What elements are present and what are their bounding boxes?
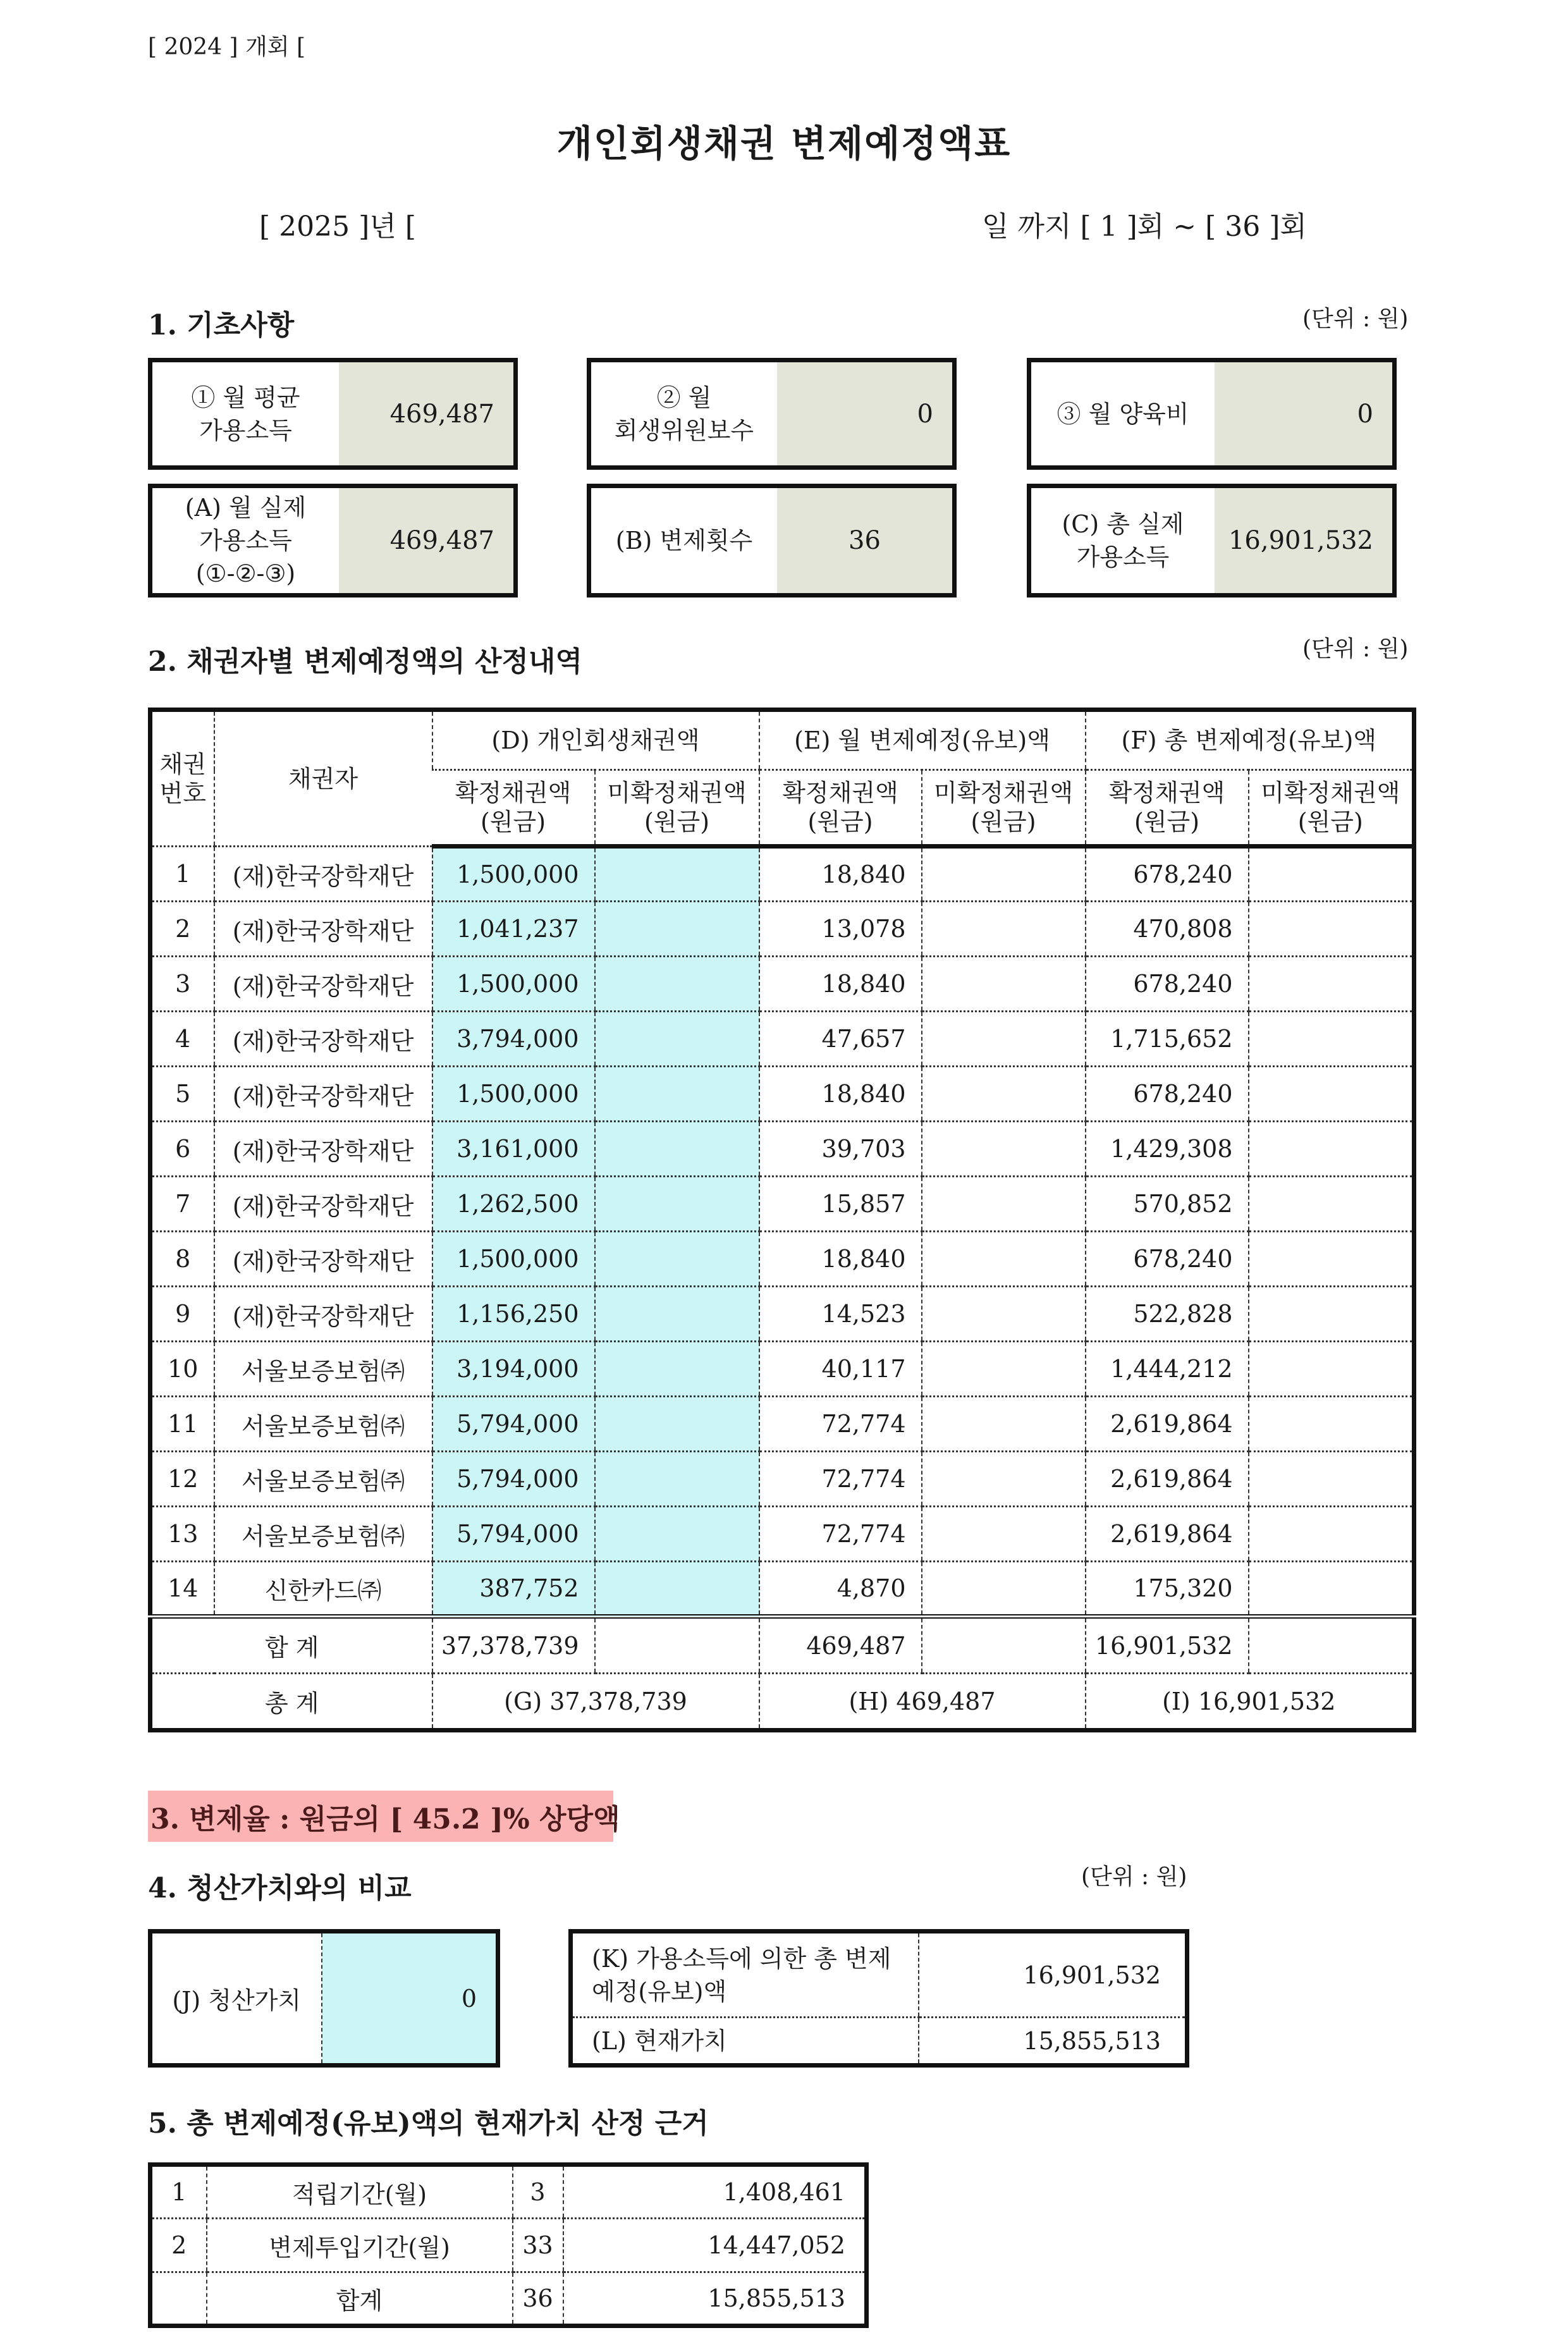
f-unconfirmed [1249,1177,1414,1232]
f-unconfirmed [1249,1507,1414,1562]
basis-label: 합계 [207,2272,513,2326]
f-unconfirmed [1249,957,1414,1012]
e-unconfirmed [922,1562,1086,1617]
d-confirmed: 1,262,500 [432,1177,595,1232]
d-unconfirmed [595,1232,759,1287]
creditor-name: (재)한국장학재단 [214,902,432,957]
f-confirmed: 678,240 [1086,1232,1249,1287]
d-unconfirmed [595,1122,759,1177]
avg-income-value: 469,487 [339,362,513,465]
e-confirmed: 40,117 [759,1342,922,1397]
total-repayment-value: 16,901,532 [919,1932,1187,2018]
f-confirmed: 2,619,864 [1086,1397,1249,1452]
actual-income-box [148,484,518,597]
f-confirmed: 678,240 [1086,847,1249,902]
d-unconfirmed [595,1342,759,1397]
repayment-count-box [587,484,957,597]
creditor-no: 11 [150,1397,214,1452]
creditor-name: (재)한국장학재단 [214,1122,432,1177]
actual-income-value: 469,487 [339,488,513,593]
basis-no: 1 [150,2165,207,2219]
col-header-f-confirmed: 확정채권액 (원금) [1086,770,1249,847]
e-confirmed: 18,840 [759,957,922,1012]
basis-amount: 15,855,513 [563,2272,867,2326]
d-unconfirmed [595,1177,759,1232]
e-unconfirmed [922,1452,1086,1507]
col-header-f-unconfirmed: 미확정채권액 (원금) [1249,770,1414,847]
table-row [150,1507,1414,1562]
e-unconfirmed [922,1342,1086,1397]
d-confirmed: 1,500,000 [432,957,595,1012]
total-income-box [1027,484,1397,597]
creditor-name: (재)한국장학재단 [214,1287,432,1342]
e-confirmed: 39,703 [759,1122,922,1177]
basis-no [150,2272,207,2326]
e-unconfirmed [922,1232,1086,1287]
f-confirmed: 678,240 [1086,1067,1249,1122]
col-header-d-confirmed: 확정채권액 (원금) [432,770,595,847]
creditor-no: 9 [150,1287,214,1342]
subtotal-row [150,1617,1414,1674]
total-repayment-label: (K) 가용소득에 의한 총 변제 예정(유보)액 [571,1932,919,2018]
table-row [150,1232,1414,1287]
e-unconfirmed [922,957,1086,1012]
f-confirmed: 1,444,212 [1086,1342,1249,1397]
actual-income-label: (A) 월 실제 가용소득 (①-②-③) [152,488,339,593]
creditor-no: 1 [150,847,214,902]
subtotal-e-unconfirmed [922,1617,1086,1674]
d-confirmed: 1,156,250 [432,1287,595,1342]
repayment-count-label: (B) 변제횟수 [591,488,777,593]
d-unconfirmed [595,1397,759,1452]
d-confirmed: 5,794,000 [432,1452,595,1507]
grand-total-g: (G) 37,378,739 [432,1674,759,1731]
f-unconfirmed [1249,1232,1414,1287]
avg-income-label: ① 월 평균 가용소득 [152,362,339,465]
creditor-name: 서울보증보험㈜ [214,1452,432,1507]
liquidation-value-box [148,1929,500,2068]
table-row [150,1122,1414,1177]
basis-months: 36 [513,2272,563,2326]
d-confirmed: 1,041,237 [432,902,595,957]
table-row [150,2272,867,2326]
basis-no: 2 [150,2219,207,2272]
total-income-label: (C) 총 실제 가용소득 [1031,488,1215,593]
repayment-rate-banner: 3. 변제율 : 원금의 [ 45.2 ]% 상당액 [148,1791,613,1842]
e-unconfirmed [922,1067,1086,1122]
repayment-count-value: 36 [777,488,952,593]
e-unconfirmed [922,1177,1086,1232]
f-unconfirmed [1249,1397,1414,1452]
d-unconfirmed [595,1012,759,1067]
section1-heading: 1. 기초사항 [148,309,295,341]
present-value-label: (L) 현재가치 [592,2026,727,2055]
section2-heading: 2. 채권자별 변제예정액의 산정내역 [148,646,582,678]
f-unconfirmed [1249,1012,1414,1067]
basis-label: 변제투입기간(월) [207,2219,513,2272]
d-confirmed: 3,161,000 [432,1122,595,1177]
f-confirmed: 1,715,652 [1086,1012,1249,1067]
basis-months: 3 [513,2165,563,2219]
col-header-d-unconfirmed: 미확정채권액 (원금) [595,770,759,847]
section4-heading: 4. 청산가치와의 비교 [148,1872,412,1904]
e-confirmed: 18,840 [759,1232,922,1287]
f-unconfirmed [1249,1067,1414,1122]
d-unconfirmed [595,1562,759,1617]
table-row [150,847,1414,902]
trustee-fee-value: 0 [777,362,952,465]
e-unconfirmed [922,1397,1086,1452]
present-value-value: 15,855,513 [919,2018,1187,2066]
session-line: [ 2024 ] 개회 [ [148,34,306,60]
grand-total-row [150,1674,1414,1731]
d-unconfirmed [595,1452,759,1507]
total-income-value: 16,901,532 [1215,488,1392,593]
table-row [150,2165,867,2219]
e-confirmed: 4,870 [759,1562,922,1617]
creditor-no: 4 [150,1012,214,1067]
col-header-creditor: 채권자 [214,710,432,847]
d-confirmed: 5,794,000 [432,1507,595,1562]
e-unconfirmed [922,1507,1086,1562]
d-confirmed: 387,752 [432,1562,595,1617]
grand-total-label: 총 계 [265,1689,319,1717]
col-header-e-unconfirmed: 미확정채권액 (원금) [922,770,1086,847]
d-unconfirmed [595,1067,759,1122]
table-row [150,902,1414,957]
f-confirmed: 2,619,864 [1086,1452,1249,1507]
e-unconfirmed [922,902,1086,957]
f-confirmed: 570,852 [1086,1177,1249,1232]
d-unconfirmed [595,1287,759,1342]
f-unconfirmed [1249,1342,1414,1397]
section2-unit: (단위 : 원) [1302,636,1409,662]
e-unconfirmed [922,1287,1086,1342]
creditor-no: 8 [150,1232,214,1287]
d-confirmed: 1,500,000 [432,1232,595,1287]
creditor-name: (재)한국장학재단 [214,1232,432,1287]
d-confirmed: 1,500,000 [432,847,595,902]
creditor-no: 7 [150,1177,214,1232]
col-header-group-d: (D) 개인회생채권액 [432,710,759,770]
e-confirmed: 18,840 [759,1067,922,1122]
creditor-repayment-table [148,708,1416,1732]
basis-amount: 1,408,461 [563,2165,867,2219]
creditor-name: 서울보증보험㈜ [214,1397,432,1452]
table-row [150,1067,1414,1122]
subtotal-f-unconfirmed [1249,1617,1414,1674]
e-confirmed: 72,774 [759,1452,922,1507]
d-confirmed: 1,500,000 [432,1067,595,1122]
creditor-name: (재)한국장학재단 [214,1177,432,1232]
creditor-name: (재)한국장학재단 [214,847,432,902]
repayment-comparison-box [568,1929,1189,2068]
f-unconfirmed [1249,847,1414,902]
table-row [150,1397,1414,1452]
creditor-no: 2 [150,902,214,957]
child-support-label: ③ 월 양육비 [1031,362,1215,465]
e-confirmed: 72,774 [759,1397,922,1452]
f-confirmed: 1,429,308 [1086,1122,1249,1177]
f-confirmed: 522,828 [1086,1287,1249,1342]
f-confirmed: 175,320 [1086,1562,1249,1617]
f-confirmed: 2,619,864 [1086,1507,1249,1562]
trustee-fee-box [587,358,957,470]
creditor-no: 10 [150,1342,214,1397]
f-unconfirmed [1249,1122,1414,1177]
liquidation-value-label: (J) 청산가치 [172,1987,302,2014]
table-row [150,1342,1414,1397]
e-unconfirmed [922,1012,1086,1067]
e-confirmed: 72,774 [759,1507,922,1562]
subtotal-d-confirmed: 37,378,739 [432,1617,595,1674]
f-unconfirmed [1249,902,1414,957]
subtotal-label: 합 계 [150,1617,432,1674]
col-header-group-f: (F) 총 변제예정(유보)액 [1086,710,1414,770]
grand-total-h: (H) 469,487 [759,1674,1086,1731]
basis-label: 적립기간(월) [207,2165,513,2219]
section5-heading: 5. 총 변제예정(유보)액의 현재가치 산정 근거 [148,2107,709,2140]
col-header-e-confirmed: 확정채권액 (원금) [759,770,922,847]
creditor-no: 6 [150,1122,214,1177]
creditor-no: 3 [150,957,214,1012]
subtotal-e-confirmed: 469,487 [759,1617,922,1674]
table-row [150,2219,867,2272]
table-row [150,1287,1414,1342]
child-support-value: 0 [1215,362,1392,465]
child-support-box [1027,358,1397,470]
period-right: 일 까지 [ 1 ]회 ~ [ 36 ]회 [982,211,1307,243]
e-confirmed: 15,857 [759,1177,922,1232]
d-confirmed: 3,794,000 [432,1012,595,1067]
d-unconfirmed [595,957,759,1012]
page-title: 개인회생채권 변제예정액표 [556,122,1012,165]
creditor-name: 서울보증보험㈜ [214,1507,432,1562]
creditor-no: 14 [150,1562,214,1617]
f-unconfirmed [1249,1287,1414,1342]
e-confirmed: 47,657 [759,1012,922,1067]
subtotal-d-unconfirmed [595,1617,759,1674]
creditor-name: 신한카드㈜ [214,1562,432,1617]
d-confirmed: 3,194,000 [432,1342,595,1397]
col-header-no: 채권 번호 [150,710,214,847]
e-unconfirmed [922,847,1086,902]
grand-total-i: (I) 16,901,532 [1086,1674,1414,1731]
period-left: [ 2025 ]년 [ [259,211,416,243]
section4-unit: (단위 : 원) [1081,1864,1187,1890]
trustee-fee-label: ② 월 회생위원보수 [591,362,777,465]
basis-months: 33 [513,2219,563,2272]
subtotal-f-confirmed: 16,901,532 [1086,1617,1249,1674]
e-confirmed: 18,840 [759,847,922,902]
f-unconfirmed [1249,1562,1414,1617]
basis-amount: 14,447,052 [563,2219,867,2272]
present-value-basis-table [148,2162,869,2328]
d-unconfirmed [595,1507,759,1562]
e-unconfirmed [922,1122,1086,1177]
creditor-no: 5 [150,1067,214,1122]
creditor-name: (재)한국장학재단 [214,1067,432,1122]
e-confirmed: 14,523 [759,1287,922,1342]
table-row [150,1452,1414,1507]
d-unconfirmed [595,847,759,902]
avg-income-box [148,358,518,470]
table-row [150,957,1414,1012]
creditor-name: (재)한국장학재단 [214,957,432,1012]
section1-unit: (단위 : 원) [1302,306,1409,332]
liquidation-value-value: 0 [322,1932,498,2066]
e-confirmed: 13,078 [759,902,922,957]
table-row [150,1012,1414,1067]
creditor-no: 12 [150,1452,214,1507]
table-row [150,1177,1414,1232]
col-header-group-e: (E) 월 변제예정(유보)액 [759,710,1086,770]
table-row [150,1562,1414,1617]
f-confirmed: 470,808 [1086,902,1249,957]
f-confirmed: 678,240 [1086,957,1249,1012]
creditor-no: 13 [150,1507,214,1562]
f-unconfirmed [1249,1452,1414,1507]
d-confirmed: 5,794,000 [432,1397,595,1452]
d-unconfirmed [595,902,759,957]
creditor-name: (재)한국장학재단 [214,1012,432,1067]
creditor-name: 서울보증보험㈜ [214,1342,432,1397]
